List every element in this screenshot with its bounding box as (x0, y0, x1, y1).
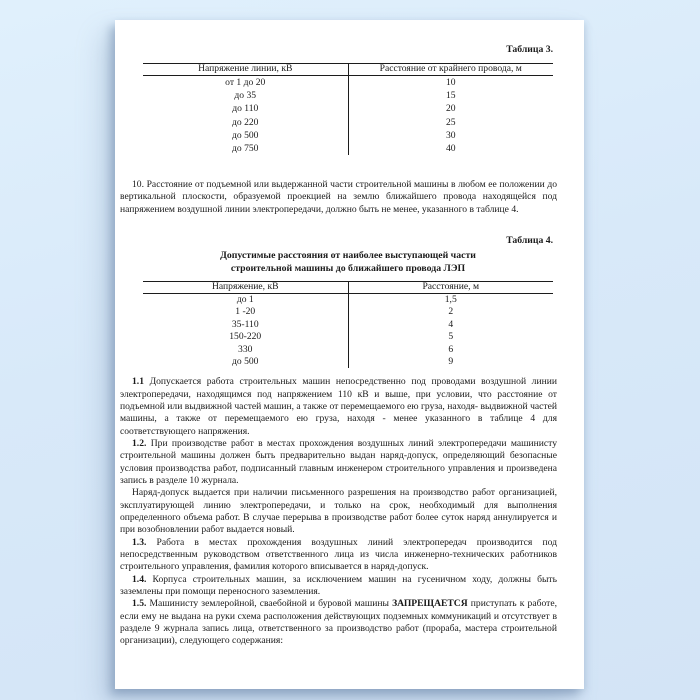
table-cell: от 1 до 20 (143, 76, 348, 90)
paragraph-10 (120, 179, 557, 216)
page-content (120, 44, 557, 648)
table-row (143, 319, 553, 331)
bold-text-run: 1.1 (132, 376, 144, 388)
table-row (143, 331, 553, 343)
table-cell: 15 (445, 90, 456, 102)
table-cell: 330 (143, 343, 348, 355)
table-row (143, 142, 553, 155)
paragraph-1-1 (120, 376, 557, 438)
table-row (143, 293, 553, 306)
text-run: Работа в местах прохождения воздушных линий электропередач производится под непосредственным руководством ответственного лица из числа инженерно-технических работников строительного управления, фамилия которого вписывается в наряд-допуск. (120, 536, 557, 573)
paragraph-naryad-dopusk (120, 487, 557, 536)
table-3-section (143, 44, 553, 155)
bold-text-run: ЗАПРЕЩАЕТСЯ (392, 598, 468, 610)
table-3-body (143, 76, 553, 156)
bold-text-run: 1.4. (132, 573, 147, 585)
table-cell: до 1 (143, 293, 348, 306)
text-run: Машинисту землеройной, сваебойной и буровой машины (146, 598, 393, 610)
table-cell: 20 (445, 103, 456, 115)
table-cell: 25 (445, 116, 456, 128)
paragraph-1-4 (120, 574, 557, 599)
table-header-row (143, 64, 553, 76)
table-cell: 1 -20 (143, 306, 348, 318)
table-4-body (143, 293, 553, 368)
table-cell: до 750 (143, 142, 348, 155)
table-cell: 10 (445, 77, 456, 89)
table-4-section (143, 235, 553, 368)
table-cell: до 220 (143, 116, 348, 129)
table-row (143, 89, 553, 102)
paragraph-1-5 (120, 598, 557, 647)
table-row (143, 116, 553, 129)
table-3-col-distance: Расстояние от крайнего провода, м (348, 64, 553, 76)
table-4-col-voltage: Напряжение, кВ (143, 282, 348, 294)
table-cell: до 35 (143, 89, 348, 102)
table-cell: до 110 (143, 102, 348, 115)
text-run: Корпуса строительных машин, за исключением машин на гусеничном ходу, должны быть заземлены при помощи переносного заземления. (120, 573, 557, 598)
table-cell: 35-110 (143, 319, 348, 331)
table-row (143, 306, 553, 318)
table-4 (143, 281, 553, 368)
text-run: Допускается работа строительных машин непосредственно под проводами воздушной линии электропередачи, находящимся под напряжением 110 кВ и выше, при условии, что расстояние от подъемной или выдвижной частей машин, а также от перемещаемого ею груза, находя- выдвижной частей машины, а также от перемещаемого ею груза, находя - менее указанного в таблице 4 для соответствующего напряжения. (120, 376, 557, 437)
bold-text-run: 1.5. (132, 598, 147, 610)
table-3-label: Таблица 3. (506, 44, 553, 55)
table-4-title: Допустимые расстояния от наиболее выступающей части строительной машины до ближайшего провода ЛЭП (220, 250, 476, 274)
table-cell: 2 (448, 306, 454, 318)
text-run: приступать к работе, если ему не выдана на руки схема расположения действующих подземных коммуникаций и отсутствует в разделе 9 журнала запись лица, ответственного за производство работ (прораба, мастера строительной организации), следующего содержания: (120, 598, 557, 647)
table-4-label: Таблица 4. (506, 235, 553, 247)
paragraph-1-3 (120, 537, 557, 574)
body-paragraphs (120, 376, 557, 648)
table-cell: 40 (445, 143, 456, 155)
table-row (143, 356, 553, 368)
table-3-col-voltage: Напряжение линии, кВ (143, 64, 348, 76)
bold-text-run: 1.2. (132, 437, 147, 449)
document-page (115, 20, 584, 689)
bold-text-run: 1.3. (132, 536, 147, 548)
table-cell: 5 (448, 331, 454, 343)
table-4-col-distance: Расстояние, м (348, 282, 553, 294)
table-cell: до 500 (143, 129, 348, 142)
text-run: Наряд-допуск выдается при наличии письменного разрешения на производство работ организацией, эксплуатирующей линию электропередачи, и только на срок, необходимый для выполнения определенного объема работ. В случае перерыва в производстве работ более суток наряд аннулируется и при возобновлении работ выдается новый. (120, 487, 557, 536)
table-row (143, 76, 553, 90)
table-cell: 4 (448, 318, 454, 330)
table-cell: 1,5 (444, 293, 457, 305)
table-cell: до 500 (143, 356, 348, 368)
table-row (143, 102, 553, 115)
table-cell: 9 (448, 355, 454, 367)
paragraph-1-2 (120, 438, 557, 487)
text-run: 10. Расстояние от подъемной или выдержанной части строительной машины в любом ее положении до вертикальной плоскости, образуемой проекцией на землю ближайшего провода находящейся под напряжением воздушной линии электропередачи, должно быть не менее, указанного в таблице 4. (120, 179, 557, 215)
table-3 (143, 63, 553, 155)
table-header-row (143, 282, 553, 294)
table-cell: 30 (445, 129, 456, 141)
table-cell: 150-220 (143, 331, 348, 343)
text-run: При производстве работ в местах прохождения воздушных линий электропередачи машинисту строительной машины должен быть предварительно выдан наряд-допуск, определяющий безопасные условия производства работ, подписанный главным инженером строительного управления и произведена запись в разделе 10 журнала. (120, 437, 557, 486)
table-cell: 6 (448, 343, 454, 355)
table-row (143, 343, 553, 355)
table-row (143, 129, 553, 142)
